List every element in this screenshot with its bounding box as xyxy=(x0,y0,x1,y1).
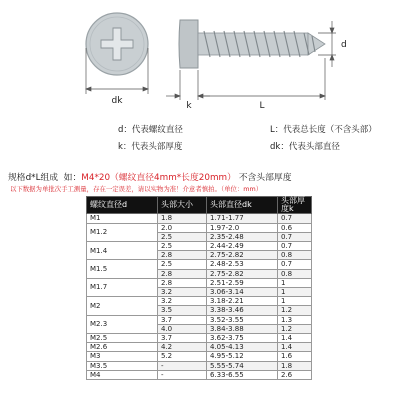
head-diameter-cell: 2.35-2.48 xyxy=(207,232,278,241)
thread-size-cell: M1.7 xyxy=(87,278,158,296)
head-diameter-cell: 1.71-1.77 xyxy=(207,214,278,223)
l-dimension xyxy=(198,58,325,100)
head-thickness-cell: 0.6 xyxy=(278,223,312,232)
head-thickness-cell: 0.8 xyxy=(278,251,312,260)
head-size-cell: 2.8 xyxy=(158,251,207,260)
legend-dk: dk：代表头部直径 xyxy=(270,142,340,152)
table-row xyxy=(87,370,312,379)
head-size-cell: 2.8 xyxy=(158,269,207,278)
head-size-cell: - xyxy=(158,370,207,379)
l-label: L xyxy=(259,101,265,111)
col-thread-diameter: 螺纹直径d xyxy=(87,197,158,214)
thread-size-cell: M2.5 xyxy=(87,334,158,343)
head-thickness-cell: 0.7 xyxy=(278,242,312,251)
table-row xyxy=(87,278,312,287)
legend-d: d：代表螺纹直径 xyxy=(118,125,183,135)
head-thickness-cell: 1 xyxy=(278,278,312,287)
head-size-cell: 2.0 xyxy=(158,223,207,232)
spec-line xyxy=(8,170,292,183)
head-size-cell: 4.0 xyxy=(158,324,207,333)
screw-diagram xyxy=(0,0,400,122)
head-thickness-cell: 1.8 xyxy=(278,361,312,370)
head-size-cell: 4.2 xyxy=(158,343,207,352)
dk-label: dk xyxy=(111,96,123,106)
head-size-cell: 3.5 xyxy=(158,306,207,315)
head-thickness-cell: 0.7 xyxy=(278,232,312,241)
spec-prefix: 规格d*L组成 xyxy=(8,173,59,183)
table-row xyxy=(87,334,312,343)
head-diameter-cell: 3.38-3.46 xyxy=(207,306,278,315)
col-head-diameter: 头部直径dk xyxy=(207,197,278,214)
spec-example-label: 如： xyxy=(63,173,82,183)
thread-size-cell: M1.4 xyxy=(87,242,158,260)
k-dimension xyxy=(166,70,210,100)
thread-size-cell: M1.2 xyxy=(87,223,158,241)
thread-size-cell: M2.6 xyxy=(87,343,158,352)
head-size-cell: 2.5 xyxy=(158,242,207,251)
head-size-cell: 2.5 xyxy=(158,232,207,241)
head-diameter-cell: 3.06-3.14 xyxy=(207,288,278,297)
table-row xyxy=(87,214,312,223)
dimension-table xyxy=(86,196,312,380)
thread-size-cell: M2 xyxy=(87,297,158,315)
head-thickness-cell: 0.7 xyxy=(278,214,312,223)
legend-row-1 xyxy=(118,124,377,136)
measurement-notice: 以下数据为单批次手工测量，存在一定误差，请以实物为准！介意者慎拍。（单位：mm） xyxy=(10,185,263,193)
head-diameter-cell: 3.18-2.21 xyxy=(207,297,278,306)
table-row xyxy=(87,223,312,232)
spec-example: M4*20（螺纹直径4mm*长度20mm） xyxy=(81,173,236,183)
head-top-view xyxy=(86,13,148,75)
head-size-cell: 3.2 xyxy=(158,288,207,297)
table-row xyxy=(87,242,312,251)
head-diameter-cell: 3.62-3.75 xyxy=(207,334,278,343)
d-label: d xyxy=(341,40,347,50)
head-size-cell: - xyxy=(158,361,207,370)
head-diameter-cell: 2.51-2.59 xyxy=(207,278,278,287)
head-size-cell: 5.2 xyxy=(158,352,207,361)
thread-size-cell: M4 xyxy=(87,370,158,379)
head-thickness-cell: 1 xyxy=(278,288,312,297)
head-size-cell: 3.7 xyxy=(158,315,207,324)
head-diameter-cell: 4.95-5.12 xyxy=(207,352,278,361)
head-thickness-cell: 1.4 xyxy=(278,343,312,352)
head-diameter-cell: 3.52-3.55 xyxy=(207,315,278,324)
head-size-cell: 2.8 xyxy=(158,278,207,287)
head-diameter-cell: 6.33-6.55 xyxy=(207,370,278,379)
head-thickness-cell: 0.7 xyxy=(278,260,312,269)
head-diameter-cell: 4.05-4.13 xyxy=(207,343,278,352)
legend-k: k：代表头部厚度 xyxy=(118,142,183,152)
head-thickness-cell: 1.3 xyxy=(278,315,312,324)
thread-size-cell: M3 xyxy=(87,352,158,361)
head-diameter-cell: 3.84-3.88 xyxy=(207,324,278,333)
col-head-thickness: 头部厚度k xyxy=(278,197,312,214)
legend-l: L：代表总长度（不含头部） xyxy=(270,125,377,135)
head-size-cell: 3.2 xyxy=(158,297,207,306)
table-row xyxy=(87,352,312,361)
head-thickness-cell: 1.2 xyxy=(278,306,312,315)
head-diameter-cell: 2.44-2.49 xyxy=(207,242,278,251)
head-size-cell: 2.5 xyxy=(158,260,207,269)
col-head-size: 头部大小 xyxy=(158,197,207,214)
thread-size-cell: M1 xyxy=(87,214,158,223)
head-thickness-cell: 1.2 xyxy=(278,324,312,333)
head-thickness-cell: 2.6 xyxy=(278,370,312,379)
table-row xyxy=(87,343,312,352)
head-diameter-cell: 2.75-2.82 xyxy=(207,269,278,278)
head-thickness-cell: 1 xyxy=(278,297,312,306)
table-row xyxy=(87,297,312,306)
legend-row-2 xyxy=(118,141,340,153)
thread-size-cell: M1.5 xyxy=(87,260,158,278)
head-diameter-cell: 1.97-2.0 xyxy=(207,223,278,232)
screw-side-view xyxy=(179,20,325,68)
head-size-cell: 1.8 xyxy=(158,214,207,223)
table-row xyxy=(87,315,312,324)
head-thickness-cell: 0.8 xyxy=(278,269,312,278)
k-label: k xyxy=(186,101,192,111)
head-size-cell: 3.7 xyxy=(158,334,207,343)
table-body xyxy=(87,214,312,380)
thread-size-cell: M2.3 xyxy=(87,315,158,333)
table-row xyxy=(87,361,312,370)
head-diameter-cell: 5.55-5.74 xyxy=(207,361,278,370)
table-row xyxy=(87,260,312,269)
head-diameter-cell: 2.48-2.53 xyxy=(207,260,278,269)
head-thickness-cell: 1.6 xyxy=(278,352,312,361)
spec-suffix: 不含头部厚度 xyxy=(238,173,292,183)
head-thickness-cell: 1.4 xyxy=(278,334,312,343)
head-diameter-cell: 2.75-2.82 xyxy=(207,251,278,260)
table-header-row xyxy=(87,197,312,214)
thread-size-cell: M3.5 xyxy=(87,361,158,370)
